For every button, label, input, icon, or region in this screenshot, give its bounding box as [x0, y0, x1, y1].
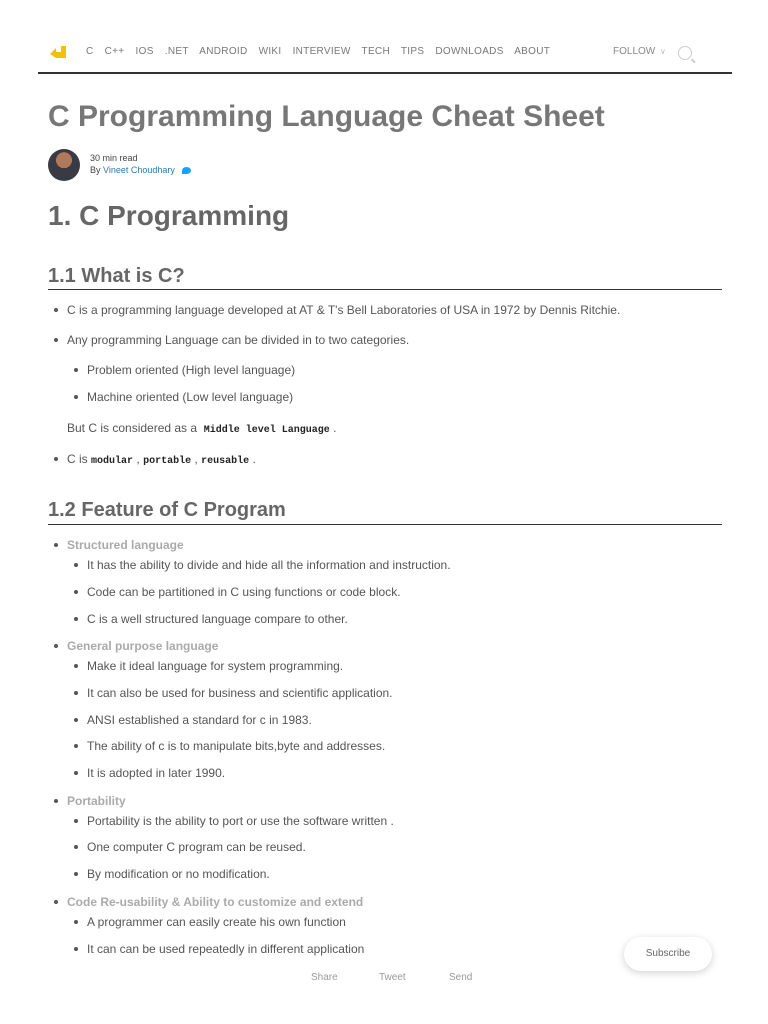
- comma: ,: [136, 452, 140, 466]
- nav-item-wiki[interactable]: WIKI: [258, 46, 282, 57]
- list-item: A programmer can easily create his own function: [87, 915, 346, 929]
- follow-label: FOLLOW: [613, 46, 656, 57]
- main-menu: [86, 46, 558, 57]
- inline-code: Middle level Language: [203, 425, 330, 436]
- list-item: Machine oriented (Low level language): [87, 390, 294, 404]
- subscribe-button[interactable]: Subscribe: [624, 937, 712, 971]
- subsection-heading: 1.2 Feature of C Program: [48, 499, 286, 521]
- feature-heading: Structured language: [67, 538, 184, 552]
- list-item: Any programming Language can be divided in to two categories.: [67, 333, 410, 347]
- list-item: It can also be used for business and scientific application.: [87, 686, 393, 700]
- list-item: ANSI established a standard for c in 1983.: [87, 713, 312, 727]
- author-avatar[interactable]: [48, 149, 80, 181]
- send-button[interactable]: Send: [449, 972, 473, 983]
- list-item: Problem oriented (High level language): [87, 363, 296, 377]
- author-link[interactable]: Vineet Choudhary: [103, 165, 175, 175]
- nav-item-android[interactable]: ANDROID: [199, 46, 248, 57]
- nav-item-c[interactable]: C: [86, 46, 94, 57]
- list-item: One computer C program can be reused.: [87, 840, 306, 854]
- heading-divider: [48, 289, 722, 290]
- nav-item-tech[interactable]: TECH: [361, 46, 390, 57]
- subsection-heading: 1.1 What is C?: [48, 265, 185, 287]
- top-navigation-bar: [38, 32, 732, 74]
- feature-heading: Code Re-usability & Ability to customize and extend: [67, 895, 364, 909]
- list-item: By modification or no modification.: [87, 867, 270, 881]
- section-heading: 1. C Programming: [48, 200, 290, 231]
- list-item: It can can be used repeatedly in different application: [87, 942, 365, 956]
- feature-heading: Portability: [67, 794, 126, 808]
- nav-item-about[interactable]: ABOUT: [514, 46, 551, 57]
- search-icon[interactable]: [678, 46, 692, 60]
- nav-item-dotnet[interactable]: .NET: [164, 46, 189, 57]
- feature-heading: General purpose language: [67, 639, 219, 653]
- period: .: [252, 452, 256, 466]
- read-time: 30 min read: [90, 153, 138, 163]
- by-label: By: [90, 165, 101, 175]
- list-item: C is a programming language developed at AT & T's Bell Laboratories of USA in 1972 by Dennis Ritchie.: [67, 303, 621, 317]
- list-item: Code can be partitioned in C using functions or code block.: [87, 585, 401, 599]
- twitter-icon[interactable]: [182, 167, 191, 174]
- note-period: .: [333, 421, 337, 435]
- list-item: It is adopted in later 1990.: [87, 766, 226, 780]
- nav-item-downloads[interactable]: DOWNLOADS: [435, 46, 504, 57]
- note-paragraph: [67, 421, 336, 436]
- list-item: The ability of c is to manipulate bits,byte and addresses.: [87, 739, 386, 753]
- list-item: It has the ability to divide and hide all the information and instruction.: [87, 558, 451, 572]
- comma: ,: [194, 452, 198, 466]
- heading-divider: [48, 524, 722, 525]
- inline-code: modular: [91, 456, 134, 467]
- nav-item-tips[interactable]: TIPS: [400, 46, 425, 57]
- author-byline: [90, 165, 191, 175]
- inline-code: portable: [143, 456, 192, 467]
- list-item: [67, 452, 256, 467]
- list-item: Make it ideal language for system programming.: [87, 659, 344, 673]
- list-item: C is a well structured language compare to other.: [87, 612, 348, 626]
- list-text: C is: [67, 452, 88, 466]
- nav-item-ios[interactable]: IOS: [135, 46, 154, 57]
- nav-item-interview[interactable]: INTERVIEW: [292, 46, 351, 57]
- chevron-down-icon: ∨: [660, 47, 666, 56]
- follow-dropdown[interactable]: [613, 46, 666, 57]
- note-text: But C is considered as a: [67, 421, 198, 435]
- inline-code: reusable: [201, 456, 250, 467]
- tweet-button[interactable]: Tweet: [379, 972, 406, 983]
- site-logo[interactable]: [48, 44, 68, 60]
- share-button[interactable]: Share: [311, 972, 338, 983]
- list-item: Portability is the ability to port or use the software written .: [87, 814, 394, 828]
- page-title: C Programming Language Cheat Sheet: [48, 100, 605, 133]
- nav-item-cpp[interactable]: C++: [104, 46, 125, 57]
